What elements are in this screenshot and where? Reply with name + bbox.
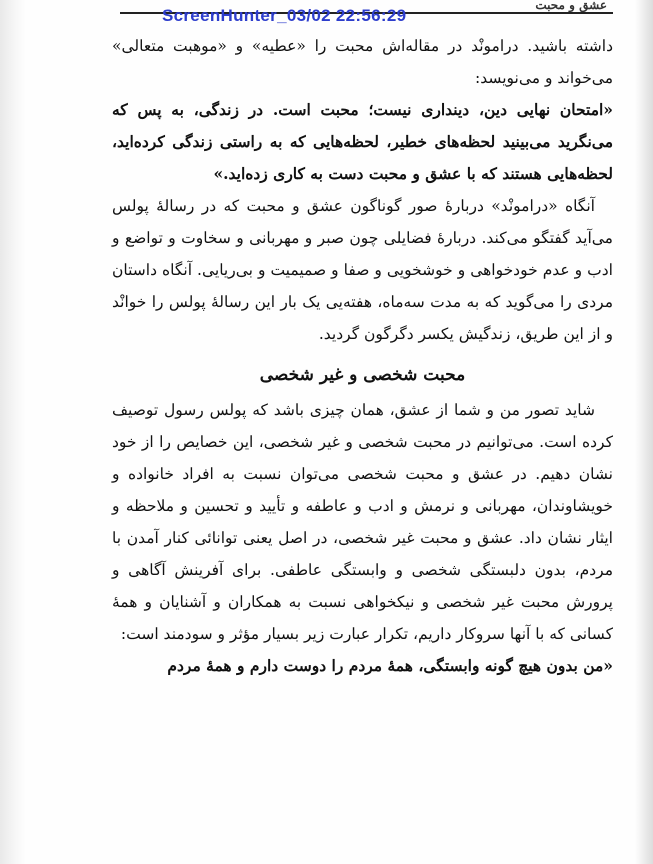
paragraph-drummond-discussion: آنگاه «درامونْد» دربارهٔ صور گوناگون عشق و محبت که در رسالهٔ پولس می‌آید گفتگو می‌کند. دربارهٔ فضایلی چون صبر و مهربانی و سخاوت و تواضع و ادب و عدم خودخواهی و خوشخویی و صفا و صمیمیت و بی‌ریایی. آنگاه داستان مردی را می‌گوید که به مدت سه‌ماه، هفته‌یی یک بار این رسالهٔ پولس را خوانْد و از این طریق، زندگیش یکسر دگرگون گردید. [112,197,613,343]
page-edge-shadow-left [0,0,26,864]
quote-affirmation: «من بدون هیچ گونه وابستگی، همهٔ مردم را دوست دارم و همهٔ مردم [167,656,613,675]
paragraph-personal-impersonal: شاید تصور من و شما از عشق، همان چیزی باشد که پولس رسول توصیف کرده است. می‌توانیم در محبت شخصی و غیر شخصی، این خصایص را از خود نشان دهیم. در عشق و محبت شخصی می‌توان نسبت به افراد خانواده و خویشاوندان، مهربانی و نرمش و ادب و عاطفه و تأیید و تحسین و ملاحظه و ایثار نشان داد. عشق و محبت غیر شخصی، در اصل یعنی توانائی کنار آمدن با مردم، بدون دلبستگی شخصی و وابستگی عاطفی. برای آفرینش آگاهی و پرورش محبت غیر شخصی و نیکخواهی نسبت به همکاران و آشنایان و همهٔ کسانی که با آنها سروکار داریم، تکرار عبارت زیر بسیار مؤثر و سودمند است: [112,401,613,643]
section-heading: محبت شخصی و غیر شخصی [259,365,466,385]
paragraph-intro: داشته باشید. درامونْد در مقاله‌اش محبت را «عطیه» و «موهبت متعالی» می‌خواند و می‌نویسد: [112,37,613,87]
page-edge-shadow-right [635,0,653,864]
screenhunter-watermark: ScreenHunter_03/02 22:56:29 [162,6,407,25]
running-head: عشق و محبت [543,0,611,12]
quote-drummond: «امتحان نهایی دین، دینداری نیست؛ محبت است. در زندگی، به پس که می‌نگرید می‌بینید لحظه‌های خطیر، لحظه‌هایی که به راستی زندگی کرده‌اید، لحظه‌هایی هستند که با عشق و محبت دست به کاری زده‌اید.» [112,100,613,183]
page-body [112,30,613,682]
